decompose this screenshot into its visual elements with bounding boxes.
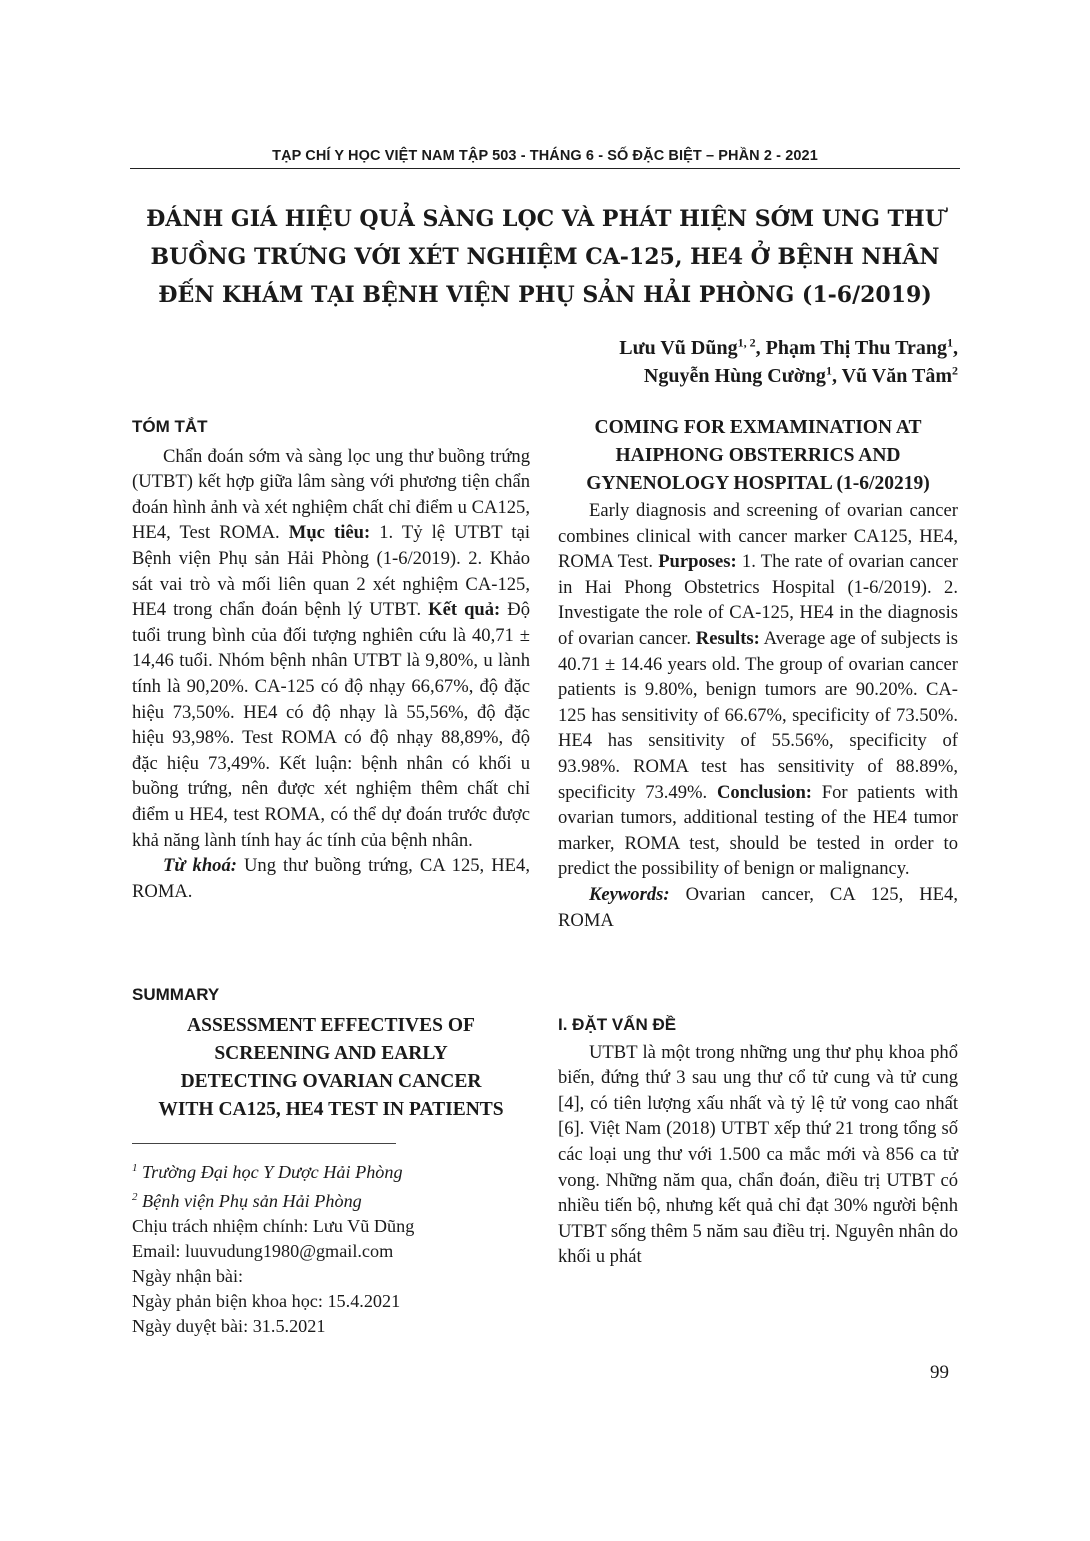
keywords-label: Từ khoá:: [163, 855, 237, 877]
summary-text: Early diagnosis and screening of ovarian cancer combines clinical with cancer marker CA125, HE4, ROMA Test.: [558, 500, 958, 573]
keywords-text: Ovarian cancer, CA 125, HE4, ROMA: [558, 883, 958, 931]
footnote-mark: 2: [132, 1191, 138, 1204]
objective-label: Mục tiêu:: [288, 522, 371, 544]
footnote-text: Trường Đại học Y Dược Hải Phòng: [142, 1162, 403, 1183]
footnote-affiliation: [132, 1185, 530, 1214]
author-name: Vũ Văn Tâm: [841, 365, 952, 387]
author-list: [619, 334, 958, 390]
section-paragraph: UTBT là một trong những ung thư phụ khoa phổ biến, đứng thứ 3 sau ung thư cổ tử cung và tử cung [4], có tiên lượng xấu nhất và tỷ lệ tử vong cao nhất [6]. Việt Nam (2018) UTBT xếp thứ 21 trong tổng số các loại ung thư với 1.500 ca mắc mới và 856 ca tử vong. Những năm qua, chẩn đoán, điều trị UTBT có nhiều tiến bộ, nhưng kết quả chỉ đạt 30% người bệnh UTBT sống thêm 5 năm sau điều trị. Nguyên nhân do khối u phát: [558, 1041, 958, 1268]
abstract-paragraph: [132, 444, 530, 854]
purposes-label: Purposes:: [658, 551, 737, 573]
footnote-email: Email: luuvudung1980@gmail.com: [132, 1241, 394, 1262]
summary-heading: SUMMARY: [132, 985, 220, 1004]
author-line: Nguyễn Hùng Cường$^1$, Vũ Văn Tâm$^2$: [643, 363, 958, 387]
author-affiliation: 1, 2: [737, 335, 756, 350]
conclusion-label: Conclusion:: [716, 781, 812, 803]
section-introduction: [558, 1012, 958, 1270]
title-line: BUỒNG TRỨNG VỚI XÉT NGHIỆM CA-125, HE4 Ở BỆNH NHÂN: [150, 244, 940, 270]
keywords-vi: [132, 853, 530, 904]
keywords-label: Keywords:: [589, 883, 670, 905]
footnote-mark: 1: [132, 1162, 138, 1174]
summary-left: [132, 982, 530, 1124]
abstract-text: 1. Tỷ lệ UTBT tại Bệnh viện Phụ sản Hải Phòng (1-6/2019). 2. Khảo sát vai trò và mối liên quan 2 xét nghiệm CA-125, HE4 trong chẩn đoán bệnh lý UTBT.: [132, 522, 530, 621]
author-line: Lưu Vũ Dũng$^{1, 2}$, Phạm Thị Thu Trang$^1$,: [619, 335, 958, 359]
article-title: [130, 200, 960, 314]
footnote-text: Bệnh viện Phụ sản Hải Phòng: [142, 1191, 362, 1212]
page-number: 99: [930, 1362, 949, 1383]
footnotes: [132, 1156, 530, 1339]
author-name: Phạm Thị Thu Trang: [765, 337, 947, 359]
summary-title-line: HAIPHONG OBSTERRICS AND: [615, 445, 901, 466]
abstract-text: Độ tuổi trung bình của đối tượng nghiên cứu là 40,71 ± 14,46 tuổi. Nhóm bệnh nhân UTBT là 9,80%, u lành tính là 90,20%. CA-125 có độ nhạy 66,67%, độ đặc hiệu 73,50%. HE4 có độ nhạy là 55,56%, độ đặc hiệu 93,98%. Test ROMA có độ nhạy 88,89%, độ đặc hiệu 73,49%. Kết luận: bệnh nhân có khối u buồng trứng, nên được xét nghiệm thêm chất chỉ điểm u HE4, test ROMA, có thể dự đoán trước được khả năng lành tính hay ác tính của bệnh nhân.: [132, 599, 531, 851]
summary-title-line: SCREENING AND EARLY: [214, 1042, 448, 1064]
author-affiliation: 1: [947, 335, 953, 350]
summary-paragraph: [558, 498, 958, 882]
title-line: ĐÁNH GIÁ HIỆU QUẢ SÀNG LỌC VÀ PHÁT HIỆN SỚM UNG THƯ: [146, 206, 944, 232]
author-affiliation: 1: [825, 363, 832, 378]
journal-header: TẠP CHÍ Y HỌC VIỆT NAM TẬP 503 - THÁNG 6 - SỐ ĐẶC BIỆT – PHẦN 2 - 2021: [272, 148, 818, 164]
keywords-en: [558, 882, 958, 933]
summary-text: Average age of subjects is 40.71 ± 14.46 years old. The group of ovarian cancer patients is 9.80%, benign tumors are 90.20%. CA-125 has sensitivity of 66.67%, specificity of 73.50%. HE4 has sensitivity of 55.56%, specificity of 93.98%. ROMA test has sensitivity of 88.89%, specificity 73.49%.: [558, 627, 958, 803]
footnote-responsible: Chịu trách nhiệm chính: Lưu Vũ Dũng: [132, 1216, 415, 1237]
summary-title-line: DETECTING OVARIAN CANCER: [180, 1070, 482, 1092]
author-name: Lưu Vũ Dũng: [619, 337, 738, 359]
footnote-accepted: Ngày duyệt bài: 31.5.2021: [132, 1316, 326, 1337]
footnote-rule: [132, 1143, 396, 1144]
summary-title: [132, 1012, 530, 1124]
results-label: Kết quả:: [428, 599, 501, 621]
footnote-affiliation: [132, 1156, 530, 1185]
summary-title-line: GYNENOLOGY HOSPITAL (1-6/20219): [586, 473, 930, 494]
results-label: Results:: [695, 627, 760, 649]
abstract-heading: TÓM TẮT: [132, 417, 208, 436]
abstract-text: Chẩn đoán sớm và sàng lọc ung thư buồng trứng (UTBT) kết hợp giữa lâm sàng với phương tiện chẩn đoán hình ảnh và xét nghiệm chất chỉ điểm u CA125, HE4, Test ROMA.: [132, 445, 530, 544]
summary-title-line: COMING FOR EXMAMINATION AT: [594, 417, 922, 438]
footnote-reviewed: Ngày phản biện khoa học: 15.4.2021: [132, 1291, 401, 1312]
summary-text: 1. The rate of ovarian cancer in Hai Phong Obstetrics Hospital (1-6/2019). 2. Investigate the role of CA-125, HE4 in the diagnosis of ovarian cancer.: [558, 551, 958, 649]
header-rule: [130, 168, 960, 169]
author-name: Nguyễn Hùng Cường: [643, 365, 826, 387]
summary-title-continued: [558, 414, 958, 498]
abstract-vi: [132, 414, 530, 904]
keywords-text: Ung thư buồng trứng, CA 125, HE4, ROMA.: [132, 855, 530, 902]
summary-title-line: WITH CA125, HE4 TEST IN PATIENTS: [158, 1098, 504, 1120]
author-affiliation: 2: [952, 363, 958, 378]
summary-text: For patients with ovarian tumors, additional testing of the HE4 tumor marker, ROMA test, should be tested in order to predict the possibility of benign or malignancy.: [558, 781, 958, 880]
footnote-received: Ngày nhận bài:: [132, 1266, 244, 1287]
summary-title-line: ASSESSMENT EFFECTIVES OF: [187, 1014, 475, 1036]
section-heading: I. ĐẶT VẤN ĐỀ: [558, 1015, 677, 1034]
summary-right: [558, 414, 958, 933]
title-line: ĐẾN KHÁM TẠI BỆNH VIỆN PHỤ SẢN HẢI PHÒNG (1-6/2019): [158, 282, 932, 308]
